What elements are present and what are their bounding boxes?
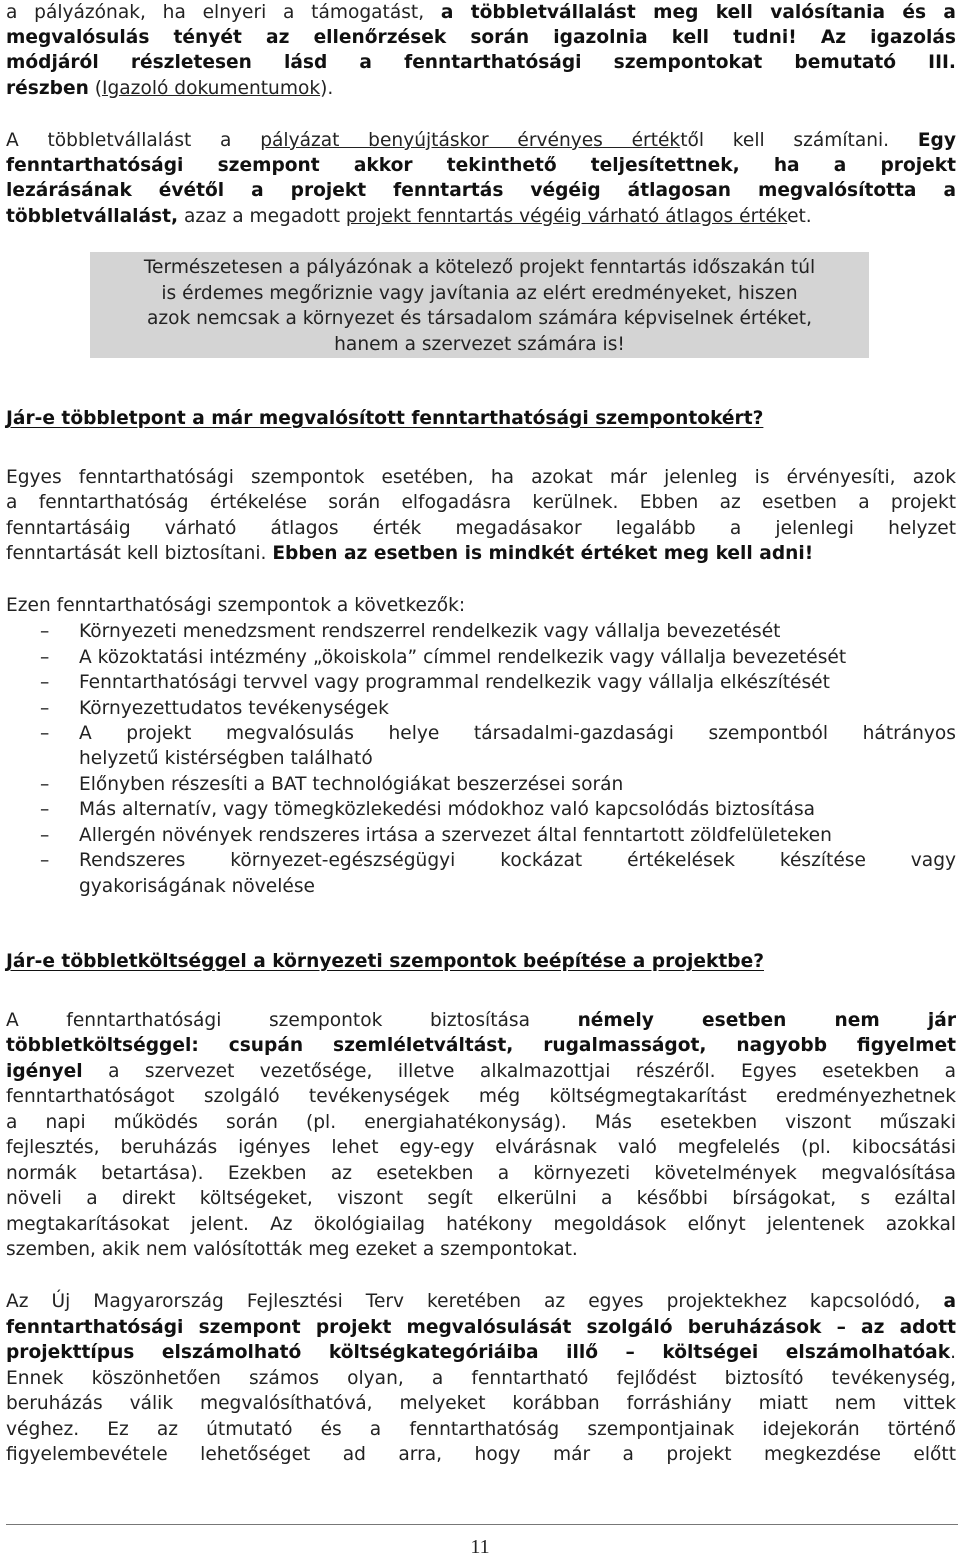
- list-intro: Ezen fenntarthatósági szempontok a következők:: [6, 595, 466, 616]
- paragraph-line: részben (Igazoló dokumentumok).: [6, 78, 334, 99]
- document-reference-link[interactable]: Igazoló dokumentumok: [102, 78, 321, 99]
- paragraph-line: a napi működés során (pl. energiahatékonyság). Más esetekben viszont műszaki: [6, 1112, 956, 1133]
- section-heading: Jár-e többletpont a már megvalósított fenntarthatósági szempontokért?: [6, 408, 764, 429]
- paragraph-line: igényel a szervezet vezetősége, illetve alkalmazottjai részéről. Egyes esetekben a: [6, 1061, 956, 1082]
- paragraph-line: fenntarthatósági szempont projekt megvalósulását szolgáló beruházások – az adott: [6, 1317, 956, 1338]
- paragraph-line: fenntartását kell biztosítani. Ebben az esetben is mindkét értéket meg kell adni!: [6, 543, 814, 564]
- dash-bullet-icon: –: [40, 621, 50, 642]
- paragraph-line: véghez. Ez az útmutató és a fenntarthatóság szempontjainak idejekorán történő: [6, 1419, 956, 1440]
- dash-bullet-icon: –: [40, 799, 50, 820]
- dash-bullet-icon: –: [40, 774, 50, 795]
- dash-bullet-icon: –: [40, 698, 50, 719]
- paragraph-line: Ennek köszönhetően számos olyan, a fenntartható fejlődést biztosító tevékenység,: [6, 1368, 956, 1389]
- paragraph-line: fenntarthatósági szempont akkor tekinthető teljesítettnek, ha a projekt: [6, 155, 956, 176]
- paragraph-line: A fenntarthatósági szempontok biztosítása némely esetben nem jár: [6, 1010, 956, 1031]
- paragraph-line: növeli a direkt költségeket, viszont segít elkerülni a későbbi bírságokat, s ezáltal: [6, 1188, 956, 1209]
- callout-line: Természetesen a pályázónak a kötelező projekt fenntartás időszakán túl: [143, 257, 816, 278]
- paragraph-line: figyelembevétele lehetőséget ad arra, hogy már a projekt megkezdése előtt: [6, 1444, 956, 1465]
- paragraph-line: többletvállalást, azaz a megadott projekt fenntartás végéig várható átlagos értéket.: [6, 206, 812, 227]
- paragraph-line: beruházás válik megvalósíthatóvá, melyeket korábban forráshiány miatt nem vittek: [6, 1393, 956, 1414]
- paragraph-line: projekttípus elszámolható költségkategóriáiba illő – költségei elszámolhatóak.: [6, 1342, 956, 1363]
- paragraph-line: Egyes fenntarthatósági szempontok esetében, ha azokat már jelenleg is érvényesíti, azok: [6, 467, 956, 488]
- highlight-callout-box: [90, 252, 869, 358]
- paragraph-line: A többletvállalást a pályázat benyújtáskor érvényes értéktől kell számítani. Egy: [6, 130, 956, 151]
- paragraph-line: fenntartásáig várható átlagos érték megadásakor legalább a jelenlegi helyzet: [6, 518, 956, 539]
- dash-bullet-icon: –: [40, 825, 50, 846]
- dash-bullet-icon: –: [40, 647, 50, 668]
- dash-bullet-icon: –: [40, 723, 50, 744]
- paragraph-line: megtakarításokat jelent. Az ökológiailag hatékony megoldások előnyt jelentenek azokkal: [6, 1214, 956, 1235]
- paragraph-line: normák betartása). Ezekben az esetekben a környezeti követelmények megvalósítása: [6, 1163, 956, 1184]
- page-number: 11: [470, 1536, 490, 1558]
- callout-line: azok nemcsak a környezet és társadalom számára képviselnek értéket,: [146, 308, 813, 329]
- footer-divider: [6, 1524, 958, 1525]
- document-page: a pályázónak, ha elnyeri a támogatást, a többletvállalást meg kell valósítania és a megvalósulás tényét az ellenőrzések során igazolnia kell tudni! Az igazolás módjáról részletesen lásd a fenntarthatósági szempontokat bemutató III. részben (Igazoló dokumentumok). A többletvállalást a pályázat benyújtáskor érvényes értéktől kell számítani. Egy fenntarthatósági szempont akkor tekinthető teljesítettnek, ha a projekt lezárásának évétől a projekt fenntartás végéig átlagosan megvalósította a többletvállalást, azaz a megadott projekt fenntartás végéig várható átlagos értéket. Természetesen a pályázónak a kötelező projekt fenntartás időszakán túl is érdemes megőriznie vagy javítania az elért eredményeket, hiszen azok nemcsak a környezet és társadalom számára képviselnek értéket, hanem a szervezet számára is! Jár-e többletpont a már megvalósított fenntarthatósági szempontokért? Egyes fenntarthatósági szempontok esetében, ha azokat már jelenleg is érvényesíti, azok a fenntarthatóság értékelése során elfogadásra kerülnek. Ebben az esetben a projekt fenntartásáig várható átlagos érték megadásakor legalább a jelenlegi helyzet fenntartását kell biztosítani. Ebben az esetben is mindkét értéket meg kell adni! Ezen fenntarthatósági szempontok a következők: – Környezeti menedzsment rendszerrel rendelkezik vagy vállalja bevezetését – A közoktatási intézmény „ökoiskola” címmel rendelkezik vagy vállalja bevezetését – Fenntarthatósági tervvel vagy programmal rendelkezik vagy vállalja elkészítését – Környezettudatos tevékenységek – A projekt megvalósulás helye társadalmi-gazdasági szempontból hátrányos helyzetű kistérségben található – Előnyben részesíti a BAT technológiákat beszerzései során – Más alternatív, vagy tömegközlekedési módokhoz való kapcsolódás biztosítása – Allergén növények rendszeres irtása a szervezet által fenntartott zöldfelületeken – Rendszeres környezet-egészségügyi kockázat értékelések készítése vagy gyakoriságának növelése Jár-e többletköltséggel a környezeti szempontok beépítése a projektbe? A fenntarthatósági szempontok biztosítása némely esetben nem jár többletköltséggel: csupán szemléletváltást, rugalmasságot, nagyobb figyelmet igényel a szervezet vezetősége, illetve alkalmazottjai részéről. Egyes esetekben a fenntarthatóságot szolgáló tevékenységek még költségmegtakarítást eredményezhetnek a napi működés során (pl. energiahatékonyság). Más esetekben viszont műszaki fejlesztés, beruházás igényes lehet egy-egy elvárásnak való megfelelés (pl. kibocsátási normák betartása). Ezekben az esetekben a környezeti követelmények megvalósítása növeli a direkt költségeket, viszont segít elkerülni a későbbi bírságokat, s ezáltal megtakarításokat jelent. Az ökológiailag hatékony megoldások előnyt jelentenek azokkal szemben, akik nem valósították meg ezeket a szempontokat. Az Új Magyarország Fejlesztési Terv keretében az egyes projektekhez kapcsolódó, a fenntarthatósági szempont projekt megvalósulását szolgáló beruházások – az adott projekttípus elszámolható költségkategóriáiba illő – költségei elszámolhatóak. Ennek köszönhetően számos olyan, a fenntartható fejlődést biztosító tevékenység, beruházás válik megvalósíthatóvá, melyeket korábban forráshiány miatt nem vittek véghez. Ez az útmutató és a fenntarthatóság szempontjainak idejekorán történő figyelembevétele lehetőséget ad arra, hogy már a projekt megkezdése előtt 11: [0, 0, 960, 1561]
- paragraph-line: módjáról részletesen lásd a fenntarthatósági szempontokat bemutató III.: [6, 52, 956, 73]
- paragraph-line: a pályázónak, ha elnyeri a támogatást, a többletvállalást meg kell valósítania és a: [6, 2, 956, 23]
- paragraph-line: lezárásának évétől a projekt fenntartás végéig átlagosan megvalósította a: [6, 180, 956, 201]
- callout-line: is érdemes megőriznie vagy javítania az elért eredményeket, hiszen: [161, 283, 798, 304]
- paragraph-line: többletköltséggel: csupán szemléletváltást, rugalmasságot, nagyobb figyelmet: [6, 1035, 956, 1056]
- paragraph-line: fejlesztés, beruházás igényes lehet egy-egy elvárásnak való megfelelés (pl. kibocsátási: [6, 1137, 956, 1158]
- paragraph-line: a fenntarthatóság értékelése során elfogadásra kerülnek. Ebben az esetben a projekt: [6, 492, 956, 513]
- paragraph-line: fenntarthatóságot szolgáló tevékenységek még költségmegtakarítást eredményezhetnek: [6, 1086, 956, 1107]
- section-heading: Jár-e többletköltséggel a környezeti szempontok beépítése a projektbe?: [6, 951, 764, 972]
- callout-line: hanem a szervezet számára is!: [334, 334, 625, 355]
- dash-bullet-icon: –: [40, 672, 50, 693]
- paragraph-line: megvalósulás tényét az ellenőrzések során igazolnia kell tudni! Az igazolás: [6, 27, 956, 48]
- paragraph-line: szemben, akik nem valósították meg ezeket a szempontokat.: [6, 1239, 578, 1260]
- dash-bullet-icon: –: [40, 850, 50, 871]
- paragraph-line: Az Új Magyarország Fejlesztési Terv keretében az egyes projektekhez kapcsolódó, a: [6, 1291, 956, 1312]
